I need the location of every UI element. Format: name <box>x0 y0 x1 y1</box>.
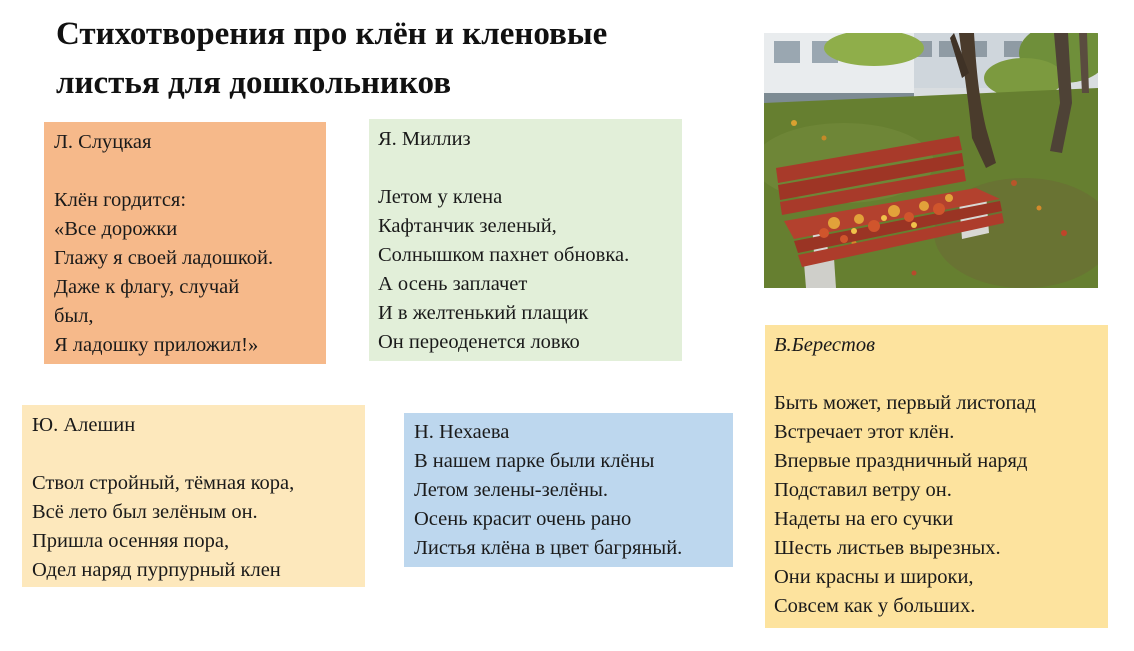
poem-line: Впервые праздничный наряд <box>774 450 1028 472</box>
poem-card-slutskaya <box>44 122 326 364</box>
poem-line: Клён гордится: <box>54 189 187 211</box>
poem-card-aleshin <box>22 405 365 587</box>
poem-line: И в желтенький плащик <box>378 302 589 324</box>
poem-line <box>378 154 682 183</box>
poem-author: В.Берестов <box>774 334 875 356</box>
poem-author: Ю. Алешин <box>32 414 136 436</box>
poem-line: Пришла осенняя пора, <box>32 530 230 552</box>
park-bench-autumn-leaves-image <box>764 33 1098 288</box>
poem-line <box>774 360 1108 389</box>
poem-line: Одел наряд пурпурный клен <box>32 559 281 581</box>
poem-line: Совсем как у больших. <box>774 595 976 617</box>
poem-line: Глажу я своей ладошкой. <box>54 247 274 269</box>
poem-author: Л. Слуцкая <box>54 131 152 153</box>
poem-line: был, <box>54 305 94 327</box>
poem-line: Быть может, первый листопад <box>774 392 1036 414</box>
poem-line: Надеты на его сучки <box>774 508 954 530</box>
poem-card-berestov <box>765 325 1108 628</box>
poem-line: Я ладошку приложил!» <box>54 334 259 356</box>
poem-line: Они красны и широки, <box>774 566 974 588</box>
poem-card-milliz <box>369 119 682 361</box>
page-title-line: Стихотворения про клён и кленовые <box>56 16 608 52</box>
poem-line: Шесть листьев вырезных. <box>774 537 1001 559</box>
poem-line: Даже к флагу, случай <box>54 276 240 298</box>
poem-author: Я. Миллиз <box>378 128 471 150</box>
poem-line: Солнышком пахнет обновка. <box>378 244 630 266</box>
poem-line: Летом зелены-зелёны. <box>414 479 608 501</box>
poem-line: Всё лето был зелёным он. <box>32 501 258 523</box>
poem-author: Н. Нехаева <box>414 421 510 443</box>
poem-line: Листья клёна в цвет багряный. <box>414 537 683 559</box>
page-title-line: листья для дошкольников <box>56 65 452 101</box>
poem-line: «Все дорожки <box>54 218 178 240</box>
poem-line: Кафтанчик зеленый, <box>378 215 557 237</box>
page-title <box>56 10 736 108</box>
poem-line: Осень красит очень рано <box>414 508 632 530</box>
poem-line: А осень заплачет <box>378 273 528 295</box>
poem-card-nekhaeva <box>404 413 733 567</box>
poem-line <box>32 440 365 469</box>
poem-line: Подставил ветру он. <box>774 479 952 501</box>
poem-line: Ствол стройный, тёмная кора, <box>32 472 295 494</box>
poem-line: Летом у клена <box>378 186 503 208</box>
poem-line: Он переоденется ловко <box>378 331 580 353</box>
poem-line: Встречает этот клён. <box>774 421 955 443</box>
poem-line: В нашем парке были клёны <box>414 450 655 472</box>
poem-line <box>54 157 326 186</box>
